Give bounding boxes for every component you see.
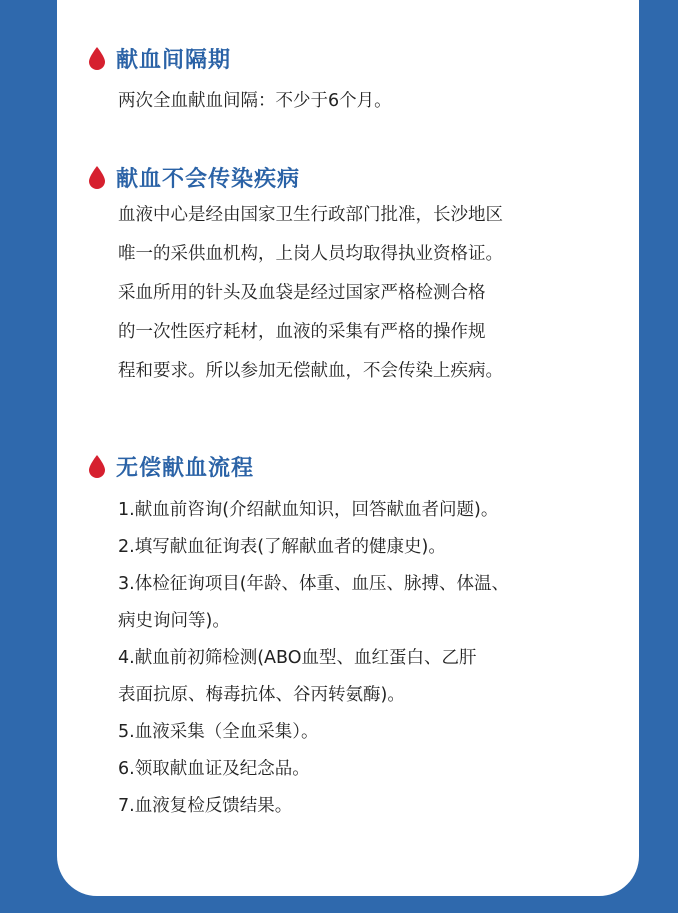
process-steps-list — [118, 492, 638, 825]
list-item: 2.填写献血征询表(了解献血者的健康史)。 — [118, 537, 446, 557]
list-item: 病史询问等)。 — [118, 611, 230, 631]
interval-paragraph — [118, 82, 628, 121]
heading-text: 献血不会传染疾病 — [116, 166, 301, 192]
list-item: 4.献血前初筛检测(ABO血型、血红蛋白、乙肝 — [118, 648, 477, 668]
heading-text: 献血间隔期 — [116, 47, 232, 73]
list-item: 3.体检征询项目(年龄、体重、血压、脉搏、体温、 — [118, 574, 510, 594]
heading-text: 无偿献血流程 — [116, 455, 255, 481]
list-item: 表面抗原、梅毒抗体、谷丙转氨酶)。 — [118, 685, 405, 705]
paragraph-line: 程和要求。所以参加无偿献血，不会传染上疾病。 — [118, 361, 503, 381]
blood-drop-icon — [88, 165, 106, 189]
section-heading-interval — [88, 42, 231, 74]
paragraph-line: 的一次性医疗耗材，血液的采集有严格的操作规 — [118, 322, 486, 342]
list-item: 1.献血前咨询(介绍献血知识，回答献血者问题)。 — [118, 500, 499, 520]
section-heading-no-infection — [88, 161, 300, 193]
list-item: 5.血液采集（全血采集）。 — [118, 722, 319, 742]
list-item: 7.血液复检反馈结果。 — [118, 796, 293, 816]
no-infection-paragraph — [118, 196, 628, 391]
paragraph-line: 采血所用的针头及血袋是经过国家严格检测合格 — [118, 283, 486, 303]
blood-drop-icon — [88, 46, 106, 70]
paragraph-line: 血液中心是经由国家卫生行政部门批准，长沙地区 — [118, 205, 503, 225]
content-card — [57, 0, 639, 896]
section-heading-process — [88, 450, 254, 482]
paragraph-line: 两次全血献血间隔：不少于6个月。 — [118, 91, 392, 111]
paragraph-line: 唯一的采供血机构，上岗人员均取得执业资格证。 — [118, 244, 503, 264]
blood-drop-icon — [88, 454, 106, 478]
list-item: 6.领取献血证及纪念品。 — [118, 759, 310, 779]
